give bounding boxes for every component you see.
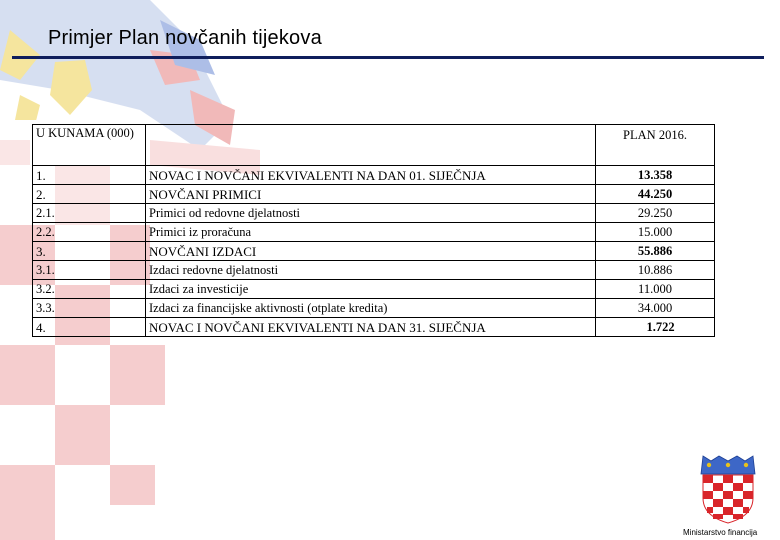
header-description-blank <box>146 125 596 166</box>
table-row <box>33 242 715 261</box>
slide-title: Primjer Plan novčanih tijekova <box>48 27 322 49</box>
row-number: 3. <box>33 242 146 261</box>
row-value: 13.358 <box>596 166 715 185</box>
table-row <box>33 204 715 223</box>
row-number: 3.1. <box>33 261 146 280</box>
row-label: Primici od redovne djelatnosti <box>146 204 596 223</box>
row-value-cell <box>596 318 715 337</box>
row-label: NOVAC I NOVČANI EKVIVALENTI NA DAN 01. SIJEČNJA <box>146 166 596 185</box>
row-label: NOVČANI PRIMICI <box>146 185 596 204</box>
table-row <box>33 280 715 299</box>
row-value: 34.000 <box>596 299 715 318</box>
header-plan-year: PLAN 2016. <box>596 125 715 166</box>
title-underline <box>12 56 764 59</box>
table-header-row <box>33 125 715 166</box>
ministry-label: Ministarstvo financija <box>683 528 758 537</box>
row-value: 11.000 <box>596 280 715 299</box>
row-value: 44.250 <box>596 185 715 204</box>
row-label: Izdaci za investicije <box>146 280 596 299</box>
row-number: 2.1. <box>33 204 146 223</box>
table-row <box>33 299 715 318</box>
row-value: 55.886 <box>596 242 715 261</box>
row-number: 3.2. <box>33 280 146 299</box>
table-row <box>33 261 715 280</box>
row-number: 4. <box>33 318 146 337</box>
row-label: Primici iz proračuna <box>146 223 596 242</box>
row-number: 2. <box>33 185 146 204</box>
row-label: Izdaci za financijske aktivnosti (otplate kredita) <box>146 299 596 318</box>
row-number: 3.3. <box>33 299 146 318</box>
header-currency-label: U KUNAMA (000) <box>33 125 146 166</box>
row-value: 15.000 <box>596 223 715 242</box>
row-label: NOVAC I NOVČANI EKVIVALENTI NA DAN 31. SIJEČNJA <box>146 318 596 337</box>
row-value: 29.250 <box>596 204 715 223</box>
table-row <box>33 185 715 204</box>
cashflow-plan-table <box>32 124 715 337</box>
row-value: 10.886 <box>596 261 715 280</box>
ministry-coat-of-arms-logo <box>699 454 757 524</box>
row-label: Izdaci redovne djelatnosti <box>146 261 596 280</box>
table-row <box>33 223 715 242</box>
row-value: 1.722 <box>646 320 675 334</box>
row-number: 2.2. <box>33 223 146 242</box>
row-number: 1. <box>33 166 146 185</box>
table-row <box>33 166 715 185</box>
table-row <box>33 318 715 337</box>
row-label: NOVČANI IZDACI <box>146 242 596 261</box>
